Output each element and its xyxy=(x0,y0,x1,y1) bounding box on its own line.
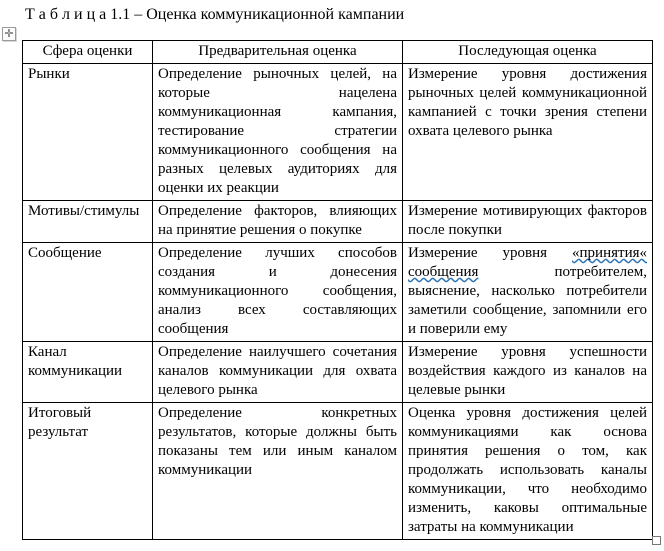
cell-sphere[interactable]: Канал коммуникации xyxy=(23,342,153,403)
table-row xyxy=(23,342,653,403)
table-row xyxy=(23,64,653,201)
cell-subsequent[interactable] xyxy=(403,243,653,342)
cell-sphere[interactable]: Итоговый результат xyxy=(23,403,153,540)
cell-sphere[interactable]: Рынки xyxy=(23,64,153,201)
table-row xyxy=(23,403,653,540)
col-header-subsequent[interactable]: Последующая оценка xyxy=(403,41,653,64)
table-resize-handle[interactable] xyxy=(652,536,661,545)
cell-preliminary[interactable]: Определение лучших способов создания и донесения коммуникационного сообщения, анализ всех составляющих сообщения xyxy=(153,243,403,342)
table-move-handle[interactable] xyxy=(2,27,16,41)
move-cross-icon: ✛ xyxy=(4,28,14,40)
cell-text-plain: Измерение уровня xyxy=(408,245,573,261)
cell-subsequent[interactable]: Измерение мотивирующих факторов после покупки xyxy=(403,201,653,243)
col-header-sphere[interactable]: Сфера оценки xyxy=(23,41,153,64)
cell-sphere[interactable]: Мотивы/стимулы xyxy=(23,201,153,243)
cell-subsequent[interactable]: Измерение уровня достижения рыночных целей коммуникационной кампанией с точки зрения степени охвата целевого рынка xyxy=(403,64,653,201)
cell-subsequent[interactable]: Оценка уровня достижения целей коммуникациями как основа принятия решения о том, как продолжать использовать каналы коммуникации, что необходимо изменить, каковы оптимальные затраты на коммуникации xyxy=(403,403,653,540)
cell-sphere[interactable]: Сообщение xyxy=(23,243,153,342)
header-row xyxy=(23,41,653,64)
col-header-preliminary[interactable]: Предварительная оценка xyxy=(153,41,403,64)
cell-subsequent[interactable]: Измерение уровня успешности воздействия каждого из каналов на целевые рынки xyxy=(403,342,653,403)
cell-preliminary[interactable]: Определение наилучшего сочетания каналов коммуникации для охвата целевого рынка xyxy=(153,342,403,403)
cell-preliminary[interactable]: Определение конкретных результатов, которые должны быть показаны тем или иным каналом коммуникации xyxy=(153,403,403,540)
cell-preliminary[interactable]: Определение факторов, влияющих на принятие решения о покупке xyxy=(153,201,403,243)
cell-text-plain: потребителем, выяснение, насколько потребители заметили сообщение, запомнили его и поверили ему xyxy=(408,264,647,337)
cell-preliminary[interactable]: Определение рыночных целей, на которые нацелена коммуникационная кампания, тестирование стратегии коммуникационного сообщения на разных целевых аудиториях для оценки их реакции xyxy=(153,64,403,201)
table-row xyxy=(23,243,653,342)
table-caption[interactable]: Т а б л и ц а 1.1 – Оценка коммуникационной кампании xyxy=(25,6,405,23)
evaluation-table xyxy=(22,40,653,540)
table-row xyxy=(23,201,653,243)
spellcheck-underlined-text: «принятия« сообщения xyxy=(408,245,647,280)
